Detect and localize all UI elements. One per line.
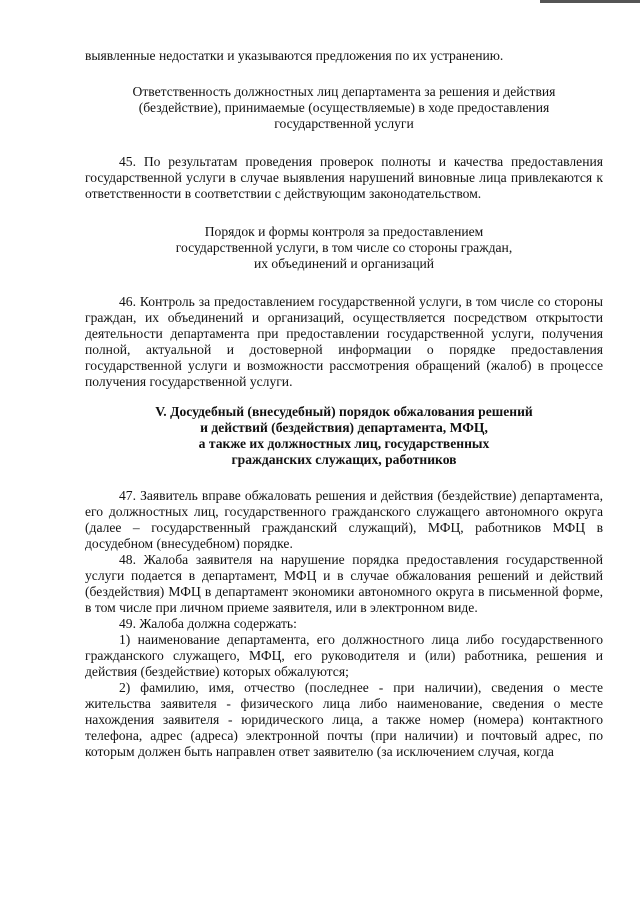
section-v-heading-line-4: гражданских служащих, работников: [231, 452, 457, 467]
responsibility-heading: [85, 84, 603, 132]
paragraph-45: 45. По результатам проведения проверок полноты и качества предоставления государственной услуги в случае выявления нарушений виновные лица привлекаются к ответственности в соответствии с действующим законодательством.: [85, 154, 603, 201]
responsibility-heading-line-3: государственной услуги: [274, 116, 414, 131]
paragraph-48: 48. Жалоба заявителя на нарушение порядка предоставления государственной услуги подается в департамент, МФЦ и в случае обжалования решений и действий (бездействия) МФЦ в департамент экономики автономного округа в письменной форме, в том числе при личном приеме заявителя, или в электронном виде.: [85, 552, 603, 615]
scan-edge-mark: [540, 0, 640, 3]
control-heading-line-2: государственной услуги, в том числе со стороны граждан,: [175, 240, 513, 255]
section-v-heading-line-3: а также их должностных лиц, государственных: [198, 436, 490, 451]
section-v-heading-line-2: и действий (бездействия) департамента, МФЦ,: [200, 420, 488, 435]
control-heading: [85, 224, 603, 272]
paragraph-49-item-1: 1) наименование департамента, его должностного лица либо государственного гражданского служащего, МФЦ, его руководителя и (или) работника, решения и действия (бездействие) которых обжалуются;: [85, 632, 603, 679]
paragraph-47: 47. Заявитель вправе обжаловать решения и действия (бездействие) департамента, его должностных лиц, государственного гражданского служащего автономного округа (далее – государственный гражданский служащий), МФЦ, работников МФЦ в досудебном (внесудебном) порядке.: [85, 488, 603, 551]
responsibility-heading-line-2: (бездействие), принимаемые (осуществляемые) в ходе предоставления: [138, 100, 550, 115]
document-page: [85, 48, 603, 760]
section-v-heading-line-1: V. Досудебный (внесудебный) порядок обжалования решений: [155, 404, 533, 419]
paragraph-49-item-2: 2) фамилию, имя, отчество (последнее - при наличии), сведения о месте жительства заявителя - физического лица либо наименование, сведения о месте нахождения заявителя - юридического лица, а также номер (номера) контактного телефона, адрес (адреса) электронной почты (при наличии) и почтовый адрес, по которым должен быть направлен ответ заявителю (за исключением случая, когда: [85, 680, 603, 759]
control-heading-line-3: их объединений и организаций: [253, 256, 435, 271]
paragraph-49: 49. Жалоба должна содержать:: [119, 616, 297, 631]
responsibility-heading-line-1: Ответственность должностных лиц департамента за решения и действия: [132, 84, 556, 99]
section-v-heading: [85, 404, 603, 468]
control-heading-line-1: Порядок и формы контроля за предоставлением: [204, 224, 484, 239]
paragraph-46: 46. Контроль за предоставлением государственной услуги, в том числе со стороны граждан, их объединений и организаций, осуществляется посредством открытости деятельности департамента при предоставлении государственной услуги, получения полной, актуальной и достоверной информации о порядке предоставления государственной услуги и возможности рассмотрения обращений (жалоб) в процессе получения государственной услуги.: [85, 294, 603, 389]
intro-tail-paragraph: выявленные недостатки и указываются предложения по их устранению.: [85, 48, 504, 63]
